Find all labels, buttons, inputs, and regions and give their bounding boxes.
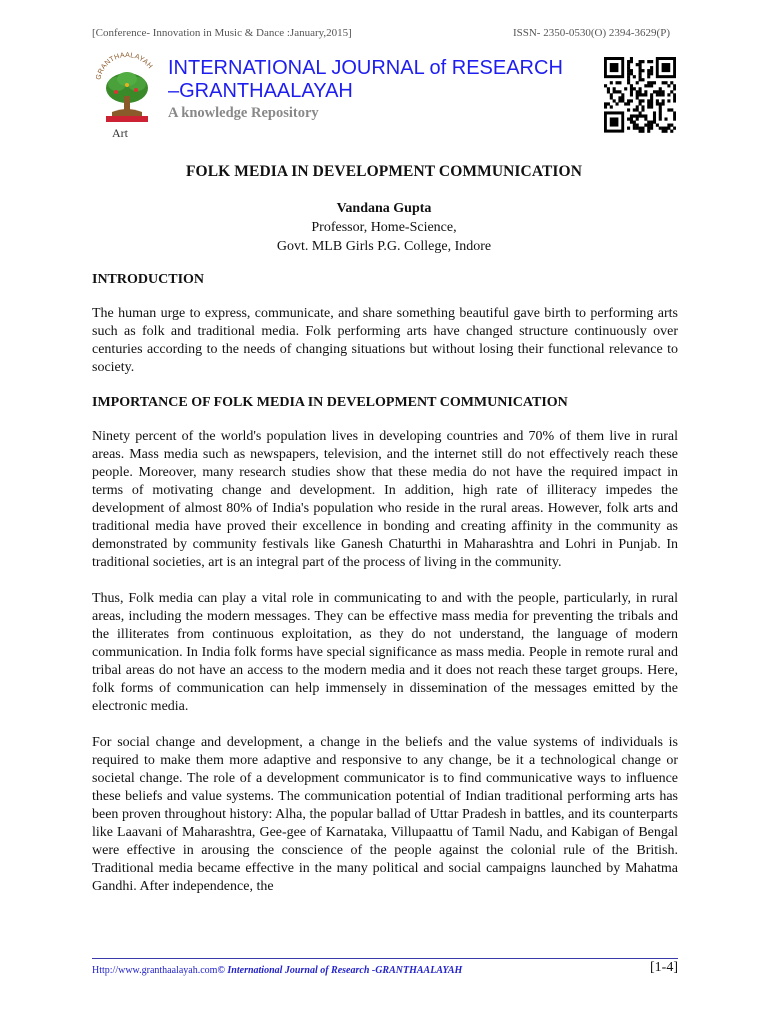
author-affiliation: Govt. MLB Girls P.G. College, Indore	[276, 239, 492, 254]
issn-label: ISSN- 2350-0530(O) 2394-3629(P)	[512, 27, 670, 39]
author-position: Professor, Home-Science,	[311, 220, 457, 235]
journal-title-line-1: INTERNATIONAL JOURNAL of RESEARCH	[168, 57, 563, 79]
svg-text:GRANTHAALAYAH: GRANTHAALAYAH	[95, 52, 154, 81]
author-name: Vandana Gupta	[336, 201, 432, 216]
paragraph: Thus, Folk media can play a vital role in communicating to and with the people, particularly, in rural areas, including the modern messages. They can be effective mass media for preventing the tribals and the illiterates from continuous exploitation, as they do not understand, the language of modern communication. In India folk forms have special significance as mass media. People in remote rural and tribal areas do not have an access to the modern media and it does not reach these target groups. Here, folk forms of communication can help immensely in dissemination of the messages emitted by the electronic media.	[92, 591, 678, 714]
author-block	[0, 199, 768, 256]
running-head	[92, 27, 670, 39]
paragraph: The human urge to express, communicate, and share something beautiful gave birth to performing arts such as folk and traditional media. Folk performing arts have changed structure continuously over centuries according to the needs of changing situations but without losing their functional relevance to society.	[92, 306, 678, 375]
page-range: [1-4]	[650, 960, 678, 975]
journal-tagline: A knowledge Repository	[168, 105, 319, 121]
footer-credit	[92, 965, 462, 976]
masthead	[92, 52, 676, 142]
tree-logo-icon	[92, 52, 162, 138]
footer-copyright: © International Journal of Research -GRANTHAALAYAH	[217, 965, 463, 976]
article-title: FOLK MEDIA IN DEVELOPMENT COMMUNICATION	[185, 163, 582, 180]
conference-label: [Conference- Innovation in Music & Dance :January,2015]	[92, 27, 352, 39]
section-heading-importance: IMPORTANCE OF FOLK MEDIA IN DEVELOPMENT COMMUNICATION	[92, 395, 568, 410]
paragraph: For social change and development, a change in the beliefs and the value systems of individuals is required to make them more adaptive and responsive to any change, be it a technological change or societal change. The role of a development communicator is to find communicative ways to influence these beliefs and value systems. The communication potential of Indian traditional performing arts has been proven throughout history: Alha, the popular ballad of Uttar Pradesh in battles, and its counterparts like Laavani of Maharashtra, Gee-gee of Karnataka, Villupaattu of Tamil Nadu, and Kabigan of Bengal were effective in arousing the conscience of the people against the colonial rule of the British. Traditional media became effective in the many political and social campaigns launched by Mahatma Gandhi. After independence, the	[92, 735, 678, 894]
journal-website-link[interactable]: Http://www.granthaalayah.com	[92, 965, 218, 976]
qr-code-icon	[604, 57, 676, 133]
page-footer	[92, 958, 678, 976]
logo-caption: Art	[112, 126, 128, 140]
journal-title	[168, 57, 563, 103]
section-heading-introduction: INTRODUCTION	[92, 272, 205, 287]
article-body	[92, 272, 678, 914]
journal-title-line-2: –GRANTHAALAYAH	[168, 80, 353, 102]
paragraph: Ninety percent of the world's population lives in developing countries and 70% of them live in rural areas. Mass media such as newspapers, television, and the internet still do not effectively reach these people. Moreover, many research studies show that these media do not have the required impact in terms of motivating change and development. In addition, high rate of illiteracy impedes the development of almost 80% of India's population who reside in the rural areas. However, folk arts and traditional media have proved their excellence in bonding and creating affinity in the community as demonstrated by community festivals like Ganesh Chaturthi in Maharashtra and Lohri in Punjab. In traditional societies, art is an integral part of the process of living in the community.	[92, 429, 678, 570]
